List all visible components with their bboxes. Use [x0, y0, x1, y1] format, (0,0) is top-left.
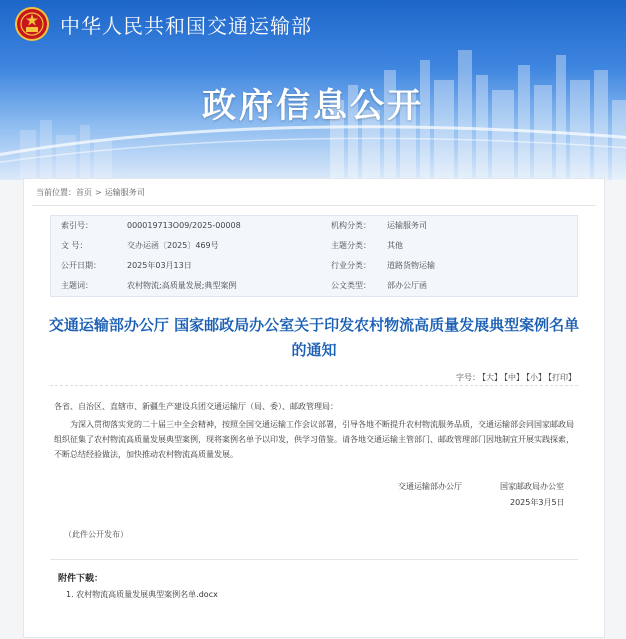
metadata-value: 2025年03月13日 [127, 261, 192, 270]
breadcrumb-label: 当前位置： [36, 188, 76, 197]
signer-right: 国家邮政局办公室 [500, 482, 564, 491]
body-paragraph: 为深入贯彻落实党的二十届三中全会精神，按照全国交通运输工作会议部署，引导各地不断提升农村物流服务品质，交通运输部会同国家邮政局组织征集了农村物流高质量发展典型案例，现将案例名单予以印发，供学习借鉴。请各地交通运输主管部门、邮政管理部门因地制宜开展实践探索，不断总结经验做法，加快推动农村物流高质量发展。 [54, 420, 574, 459]
print-button[interactable]: 【打印】 [548, 373, 576, 382]
breadcrumb-home-link[interactable]: 首页 [76, 188, 92, 197]
metadata-key: 公开日期： [61, 261, 101, 270]
document-title: 交通运输部办公厅 国家邮政局办公室关于印发农村物流高质量发展典型案例名单的通知 [48, 316, 580, 359]
title-divider [50, 385, 578, 386]
attachment-file-link[interactable]: 1. 农村物流高质量发展典型案例名单.docx [66, 590, 218, 599]
signer-left: 交通运输部办公厅 [398, 482, 462, 491]
breadcrumb-divider [32, 205, 596, 206]
metadata-row [51, 256, 577, 276]
national-emblem-icon [14, 6, 50, 42]
metadata-value: 运输服务司 [387, 221, 427, 230]
metadata-key: 公文类型： [331, 281, 371, 290]
metadata-key: 行业分类： [331, 261, 371, 270]
metadata-row [51, 216, 577, 236]
font-large-button[interactable]: 【大】 [482, 373, 502, 382]
ministry-name[interactable]: 中华人民共和国交通运输部 [60, 14, 312, 38]
metadata-key: 文 号： [61, 241, 88, 250]
breadcrumb-separator: > [95, 188, 102, 197]
attachment-link[interactable] [66, 589, 218, 600]
metadata-value: 道路货物运输 [387, 261, 435, 270]
attachments-divider [50, 559, 578, 560]
header-banner [0, 0, 626, 180]
sign-date: 2025年3月5日 [510, 498, 565, 507]
breadcrumb [36, 187, 145, 198]
metadata-key: 主题词： [61, 281, 93, 290]
banner-title: 政府信息公开 [202, 86, 424, 126]
font-small-button[interactable]: 【小】 [526, 373, 546, 382]
metadata-value: 部办公厅函 [387, 281, 427, 290]
metadata-key: 索引号： [61, 221, 93, 230]
content-panel [23, 178, 605, 638]
metadata-value: 其他 [387, 241, 403, 250]
metadata-key: 主题分类： [331, 241, 371, 250]
metadata-value: 农村物流;高质量发展;典型案例 [127, 281, 237, 290]
metadata-value: 交办运函〔2025〕469号 [127, 241, 219, 250]
metadata-key: 机构分类： [331, 221, 371, 230]
attachments-title: 附件下载： [58, 574, 104, 584]
metadata-value: 000019713O09/2025-00008 [127, 221, 241, 230]
font-size-controls [454, 372, 576, 383]
font-size-label: 字号： [456, 373, 480, 382]
metadata-row [51, 276, 577, 296]
breadcrumb-department-link[interactable]: 运输服务司 [104, 188, 145, 197]
salutation: 各省、自治区、直辖市、新疆生产建设兵团交通运输厅（局、委）、邮政管理局： [54, 402, 338, 411]
metadata-row [51, 236, 577, 256]
document-metadata-table [50, 215, 578, 297]
publish-note: （此件公开发布） [64, 530, 128, 539]
font-medium-button[interactable]: 【中】 [504, 373, 524, 382]
